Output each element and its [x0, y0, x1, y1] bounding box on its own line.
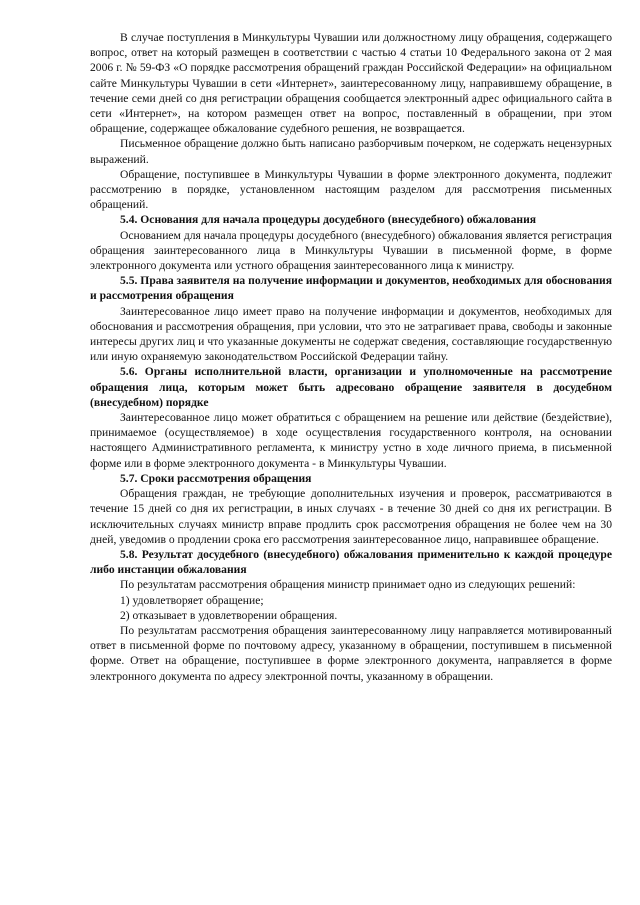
section-5-5-paragraph: Заинтересованное лицо имеет право на получение информации и документов, необходимых для обоснования и рассмотрения обращения, при условии, что это не затрагивает права, свободы и законные интересы других лиц и что указанные документы не содержат сведения, составляющие государственную или иную охраняемую законодательством Российской Федерации тайну.	[90, 304, 612, 364]
paragraph-electronic-appeal: Обращение, поступившее в Минкультуры Чувашии в форме электронного документа, подлежит рассмотрению в порядке, установленном настоящим разделом для рассмотрения письменных обращений.	[90, 167, 612, 212]
section-heading-5-7: 5.7. Сроки рассмотрения обращения	[120, 471, 312, 485]
section-5-8-paragraph: По результатам рассмотрения обращения министр принимает одно из следующих решений:	[120, 578, 576, 592]
paragraph-answer-published: В случае поступления в Минкультуры Чувашии или должностному лицу обращения, содержащего вопрос, ответ на который размещен в соответствии с частью 4 статьи 10 Федерального закона от 2 мая 2006 г. № 59-ФЗ «О порядке рассмотрения обращений граждан Российской Федерации» на официальном сайте Минкультуры Чувашии в сети «Интернет», заинтересованному лицу, направившему обращение, в течение семи дней со дня регистрации обращения сообщается электронный адрес официального сайта в сети «Интернет», на котором размещен ответ на вопрос, поставленный в обращении, при этом обращение, содержащее обжалование судебного решения, не возвращается.	[90, 31, 612, 136]
section-5-6-paragraph: Заинтересованное лицо может обратиться с обращением на решение или действие (бездействие), принимаемое (осуществляемое) в ходе осуществления государственного контроля, на основании настоящего Административного регламента, к министру устно в ходе личного приема, в письменной форме или в форме электронного документа - в Минкультуры Чувашии.	[90, 411, 612, 470]
section-5-7-paragraph: Обращения граждан, не требующие дополнительных изучения и проверок, рассматриваются в течение 15 дней со дня их регистрации, в иных случаях - в течение 30 дней со дня их регистрации. В исключительных случаях министр вправе продлить срок рассмотрения обращения не более чем на 30 дней, уведомив о продлении срока его рассмотрения заинтересованное лицо, направившее обращение.	[90, 487, 612, 546]
decision-list-item: 1) удовлетворяет обращение;	[120, 593, 264, 607]
section-heading-5-5: 5.5. Права заявителя на получение информации и документов, необходимых для обоснования и рассмотрения обращения	[90, 274, 612, 303]
paragraph-legibility: Письменное обращение должно быть написано разборчивым почерком, не содержать нецензурных выражений.	[90, 137, 612, 166]
section-heading-5-8: 5.8. Результат досудебного (внесудебного) обжалования применительно к каждой процедуре либо инстанции обжалования	[90, 547, 612, 577]
section-heading-5-6: 5.6. Органы исполнительной власти, организации и уполномоченные на рассмотрение обращения лица, которым может быть адресовано обращение заявителя в досудебном (внесудебном) порядке	[90, 365, 612, 409]
decision-list-item: 2) отказывает в удовлетворении обращения.	[120, 608, 338, 622]
section-5-8-closing-paragraph: По результатам рассмотрения обращения заинтересованному лицу направляется мотивированный ответ в письменной форме по почтовому адресу, указанному в обращении, поступившем в письменной форме. Ответ на обращение, поступившее в форме электронного документа, направляется в форме электронного документа по адресу электронной почты, указанному в обращении.	[90, 623, 612, 683]
section-5-4-paragraph: Основанием для начала процедуры досудебного (внесудебного) обжалования является регистрация обращения заинтересованного лица в Минкультуры Чувашии в письменной форме, в форме электронного документа или устного обращения заинтересованного лица к министру.	[90, 228, 612, 273]
section-heading-5-4: 5.4. Основания для начала процедуры досудебного (внесудебного) обжалования	[120, 213, 537, 227]
